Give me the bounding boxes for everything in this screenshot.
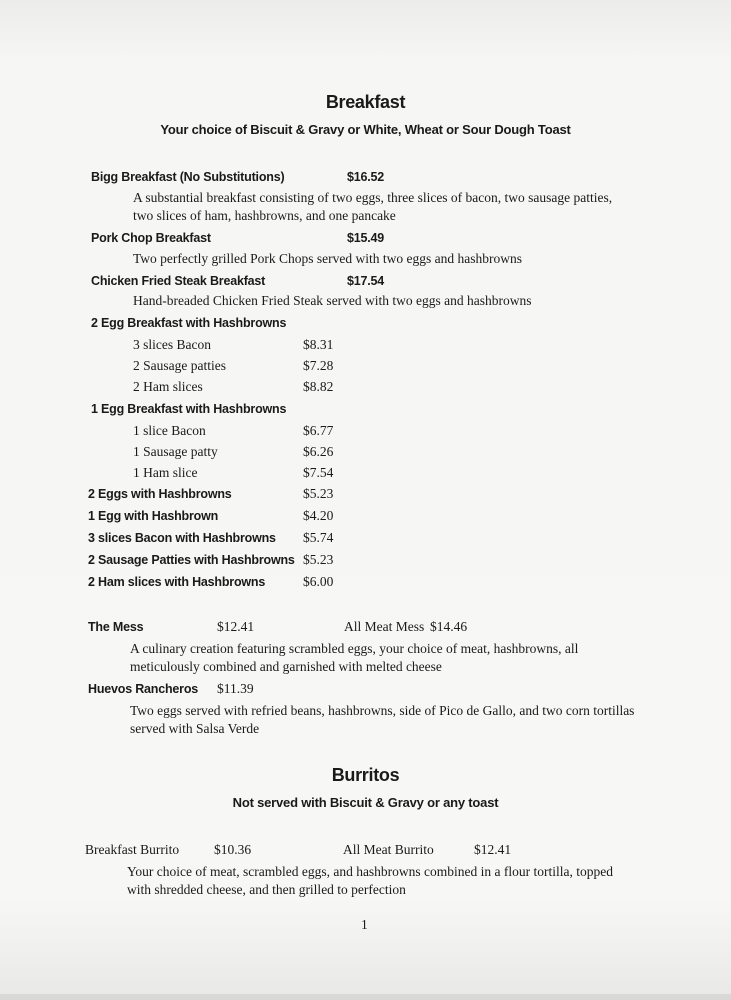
page-number: 1 <box>361 917 368 932</box>
menu-item-price: $12.41 <box>217 619 255 634</box>
menu-option-price: $7.54 <box>303 465 334 480</box>
menu-item-price: $10.36 <box>214 842 252 857</box>
menu-item-description: with shredded cheese, and then grilled to perfection <box>127 882 406 897</box>
menu-item-description: two slices of ham, hashbrowns, and one pancake <box>133 208 396 223</box>
menu-item-description: Two perfectly grilled Pork Chops served with two eggs and hashbrowns <box>133 251 522 266</box>
menu-item-price: $5.74 <box>303 530 334 545</box>
menu-item-description: Your choice of meat, scrambled eggs, and hashbrowns combined in a flour tortilla, topped <box>127 864 614 879</box>
menu-item-name: 2 Sausage Patties with Hashbrowns <box>88 553 295 567</box>
menu-item-name: All Meat Mess <box>344 619 425 634</box>
breakfast-subtitle: Your choice of Biscuit & Gravy or White, Wheat or Sour Dough Toast <box>160 122 571 137</box>
menu-option-price: $6.77 <box>303 423 334 438</box>
menu-option-name: 2 Sausage patties <box>133 358 226 373</box>
menu-item-name: 2 Ham slices with Hashbrowns <box>88 575 266 589</box>
menu-item-price: $14.46 <box>430 619 468 634</box>
burritos-title: Burritos <box>331 765 400 785</box>
menu-item-name: 2 Eggs with Hashbrowns <box>88 487 232 501</box>
menu-item-description: served with Salsa Verde <box>130 721 260 736</box>
menu-item-name: 3 slices Bacon with Hashbrowns <box>88 531 276 545</box>
menu-option-name: 3 slices Bacon <box>133 337 211 352</box>
menu-item-name: Huevos Rancheros <box>88 682 199 696</box>
menu-item-price: $12.41 <box>474 842 512 857</box>
menu-item-price: $15.49 <box>347 231 385 245</box>
breakfast-title: Breakfast <box>325 92 406 112</box>
menu-item-name: The Mess <box>88 620 144 634</box>
menu-item-description: A culinary creation featuring scrambled eggs, your choice of meat, hashbrowns, all <box>130 641 579 656</box>
menu-option-name: 2 Ham slices <box>133 379 203 394</box>
menu-option-price: $6.26 <box>303 444 334 459</box>
menu-option-name: 1 slice Bacon <box>133 423 206 438</box>
menu-option-price: $8.82 <box>303 379 334 394</box>
menu-item-price: $5.23 <box>303 486 334 501</box>
menu-item-description: Hand-breaded Chicken Fried Steak served with two eggs and hashbrowns <box>133 293 532 308</box>
menu-item-description: A substantial breakfast consisting of two eggs, three slices of bacon, two sausage patties, <box>133 190 613 205</box>
menu-item-price: $4.20 <box>303 508 334 523</box>
menu-item-name: Chicken Fried Steak Breakfast <box>91 274 266 288</box>
menu-option-price: $7.28 <box>303 358 334 373</box>
menu-item-name: All Meat Burrito <box>343 842 434 857</box>
burritos-subtitle: Not served with Biscuit & Gravy or any toast <box>232 795 499 810</box>
menu-item-name: 1 Egg with Hashbrown <box>88 509 219 523</box>
menu-item-price: $11.39 <box>217 681 254 696</box>
menu-item-price: $6.00 <box>303 574 334 589</box>
menu-option-name: 1 Sausage patty <box>133 444 218 459</box>
menu-option-price: $8.31 <box>303 337 334 352</box>
menu-item-name: Bigg Breakfast (No Substitutions) <box>91 170 285 184</box>
menu-item-price: $5.23 <box>303 552 334 567</box>
menu-item-price: $16.52 <box>347 170 385 184</box>
menu-item-description: Two eggs served with refried beans, hashbrowns, side of Pico de Gallo, and two corn tortillas <box>130 703 635 718</box>
page-edge <box>0 994 731 1000</box>
menu-group-name: 1 Egg Breakfast with Hashbrowns <box>91 402 287 416</box>
menu-option-name: 1 Ham slice <box>133 465 198 480</box>
menu-item-name: Breakfast Burrito <box>85 842 180 857</box>
menu-group-name: 2 Egg Breakfast with Hashbrowns <box>91 316 287 330</box>
menu-item-description: meticulously combined and garnished with melted cheese <box>130 659 442 674</box>
menu-item-name: Pork Chop Breakfast <box>91 231 211 245</box>
menu-item-price: $17.54 <box>347 274 385 288</box>
